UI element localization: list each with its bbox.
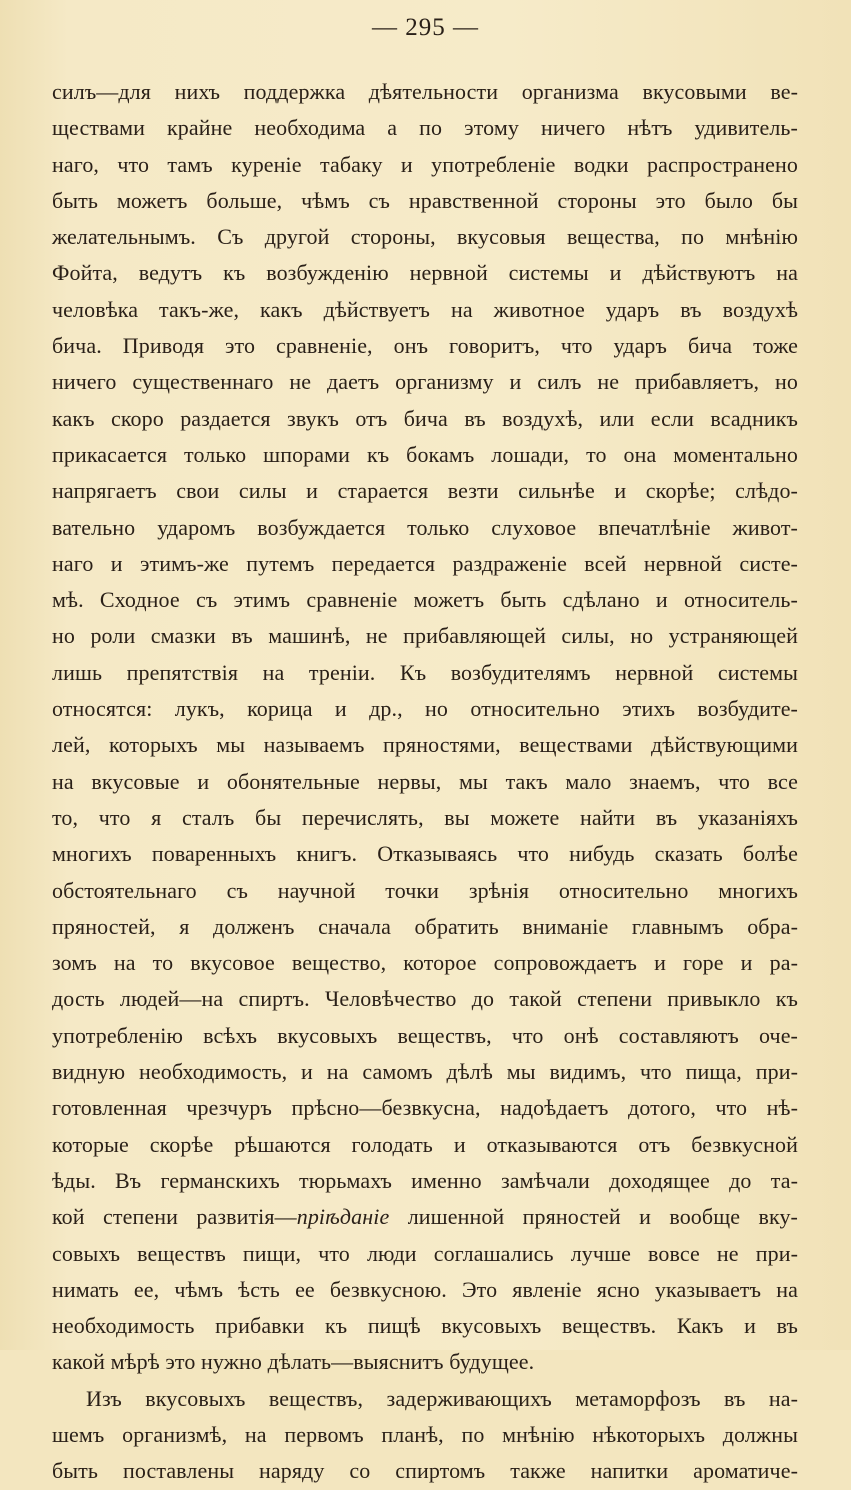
text-line: человѣка такъ-же, какъ дѣйствуетъ на животное ударъ въ воздухѣ	[52, 296, 798, 322]
text-line: какъ скоро раздается звукъ отъ бича въ воздухѣ, или если всадникъ	[52, 405, 798, 431]
text-line: которые скорѣе рѣшаются голодать и отказываются отъ безвкусной	[52, 1131, 798, 1157]
text-line: быть поставлены наряду со спиртомъ также напитки ароматиче-	[52, 1458, 798, 1484]
paragraph-start-line: Изъ вкусовыхъ веществъ, задерживающихъ метаморфозъ въ на-	[86, 1385, 798, 1411]
text-line: необходимость прибавки къ пищѣ вкусовыхъ веществъ. Какъ и въ	[52, 1313, 798, 1339]
page-number: — 295 —	[372, 14, 479, 41]
text-line: пряностей, я долженъ сначала обратить вниманіе главнымъ обра-	[52, 913, 798, 939]
text-line: но роли смазки въ машинѣ, не прибавляющей силы, но устраняющей	[52, 623, 798, 649]
text-line: нимать ее, чѣмъ ѣсть ее безвкусною. Это явленіе ясно указываетъ на	[52, 1276, 798, 1302]
text-line: прикасается только шпорами къ бокамъ лошади, то она моментально	[52, 441, 798, 467]
text-line: зомъ на то вкусовое вещество, которое сопровождаетъ и горе и ра-	[52, 950, 798, 976]
text-line: шемъ организмѣ, на первомъ планѣ, по мнѣнію нѣкоторыхъ должны	[52, 1421, 798, 1447]
text-line: наго и этимъ-же путемъ передается раздраженіе всей нервной систе-	[52, 550, 798, 576]
text-line: ѣды. Въ германскихъ тюрьмахъ именно замѣчали доходящее до та-	[52, 1167, 798, 1193]
text-line: на вкусовые и обонятельные нервы, мы такъ мало знаемъ, что все	[52, 768, 798, 794]
text-line: напрягаетъ свои силы и старается везти сильнѣе и скорѣе; слѣдо-	[52, 478, 798, 504]
text-line: мѣ. Сходное съ этимъ сравненіе можетъ быть сдѣлано и относитель-	[52, 587, 798, 613]
text-line: видную необходимость, и на самомъ дѣлѣ мы видимъ, что пища, при-	[52, 1059, 798, 1085]
text-line: ничего существеннаго не даетъ организму и силъ не прибавляетъ, но	[52, 369, 798, 395]
text-line: лей, которыхъ мы называемъ пряностями, веществами дѣйствующими	[52, 732, 798, 758]
text-line: быть можетъ больше, чѣмъ съ нравственной стороны это было бы	[52, 187, 798, 213]
text-segment: лишенной пряностей и вообще вку-	[389, 1204, 798, 1230]
text-line: относятся: лукъ, корица и др., но относительно этихъ возбудите-	[52, 696, 798, 722]
italic-term: пріѣданіе	[296, 1204, 390, 1230]
text-line: вательно ударомъ возбуждается только слуховое впечатлѣніе живот-	[52, 514, 798, 540]
text-line-with-italic	[52, 1199, 798, 1235]
text-line: употребленію всѣхъ вкусовыхъ веществъ, что онѣ составляютъ оче-	[52, 1022, 798, 1048]
text-line: лишь препятствія на треніи. Къ возбудителямъ нервной системы	[52, 659, 798, 685]
text-segment: кой степени развитія—	[52, 1204, 297, 1230]
text-line: совыхъ веществъ пищи, что люди соглашались лучше вовсе не при-	[52, 1240, 798, 1266]
text-line: то, что я сталъ бы перечислять, вы можете найти въ указаніяхъ	[52, 804, 798, 830]
text-line: наго, что тамъ куреніе табаку и употребленіе водки распространено	[52, 151, 798, 177]
text-line: многихъ поваренныхъ книгъ. Отказываясь что нибудь сказать болѣе	[52, 841, 798, 867]
body-text	[52, 74, 798, 1490]
text-line: бича. Приводя это сравненіе, онъ говоритъ, что ударъ бича тоже	[52, 333, 798, 359]
text-line: силъ—для нихъ поддержка дѣятельности организма вкусовыми ве-	[52, 79, 798, 104]
text-line: желательнымъ. Съ другой стороны, вкусовыя вещества, по мнѣнію	[52, 224, 798, 250]
text-line: дость людей—на спиртъ. Человѣчество до такой степени привыкло къ	[52, 986, 798, 1012]
text-line: готовленная чрезчуръ прѣсно—безвкусна, надоѣдаетъ дотого, что нѣ-	[52, 1095, 798, 1121]
text-line: обстоятельнаго съ научной точки зрѣнія относительно многихъ	[52, 877, 798, 903]
text-line: Фойта, ведутъ къ возбужденію нервной системы и дѣйствуютъ на	[52, 260, 798, 286]
text-line: ществами крайне необходима а по этому ничего нѣтъ удивитель-	[52, 115, 798, 141]
paragraph-end-line: какой мѣрѣ это нужно дѣлать—выяснитъ будущее.	[52, 1349, 535, 1375]
